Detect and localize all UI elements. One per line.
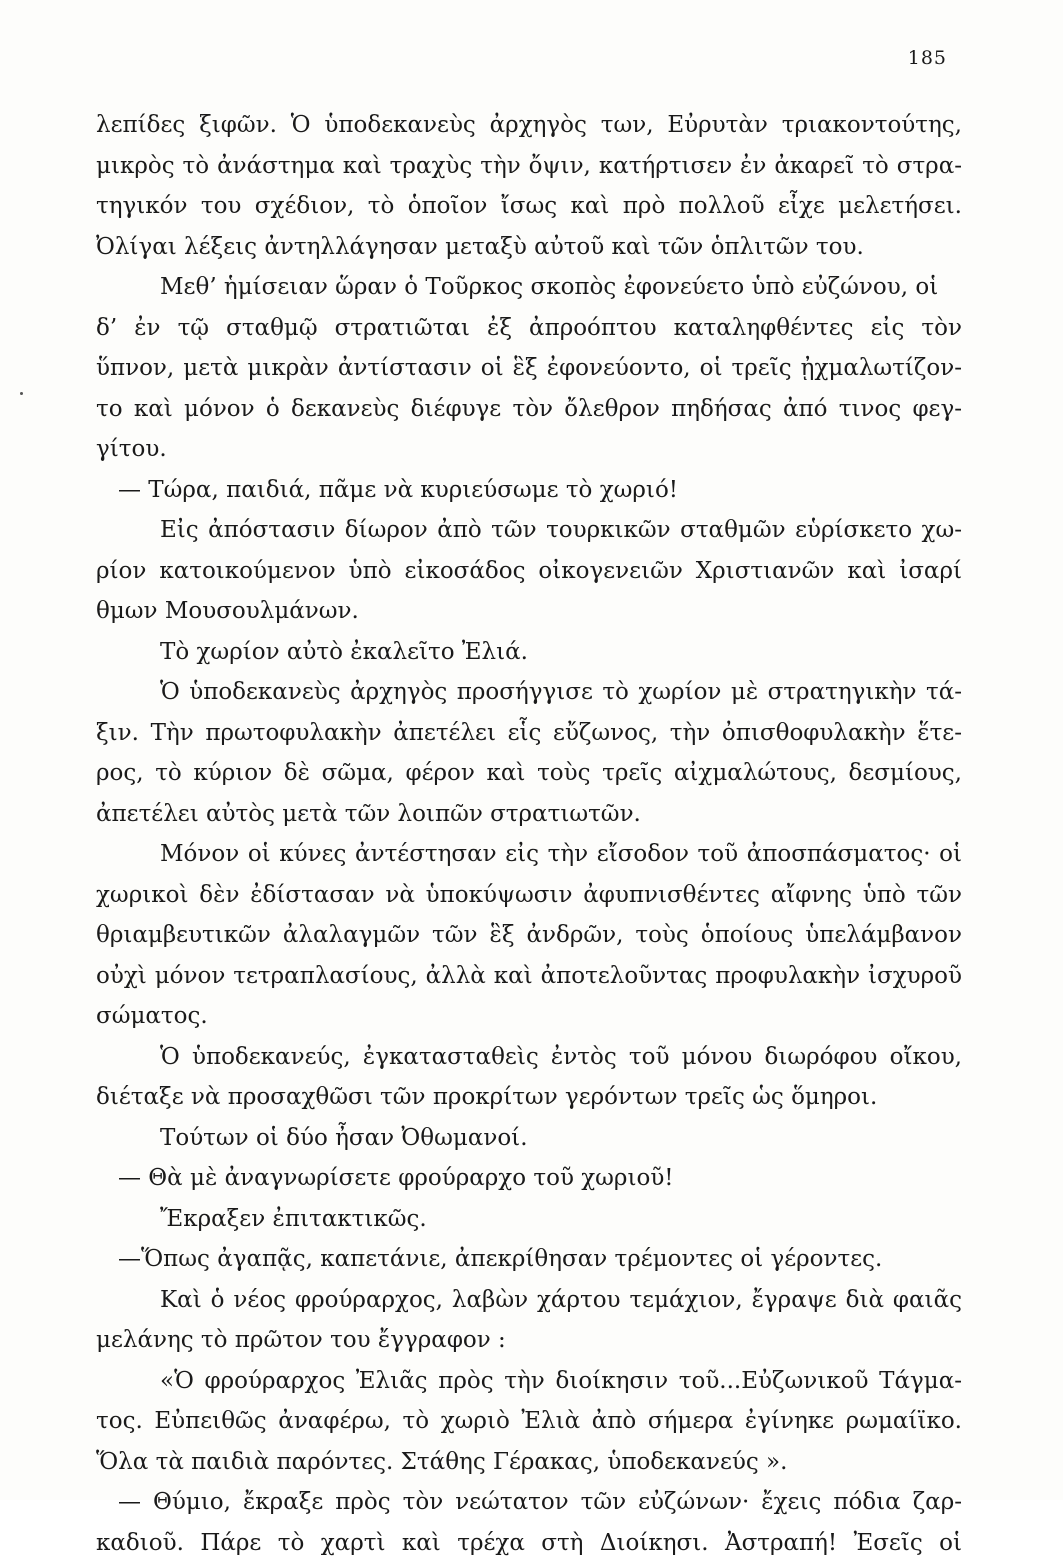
text-line: Μεθ’ ἡμίσειαν ὥραν ὁ Τοῦρκος σκοπὸς ἐφονεύετο ὑπὸ εὐζώνου, οἱ (96, 267, 962, 308)
text-line: Τὸ χωρίον αὐτὸ ἐκαλεῖτο Ἐλιά. (96, 632, 962, 673)
page-number: 185 (908, 47, 947, 69)
text-line: ξιν. Τὴν πρωτοφυλακὴν ἀπετέλει εἷς εὔζωνος, τὴν ὀπισθοφυλακὴν ἕτε- (96, 713, 962, 754)
text-line: — Θὰ μὲ ἀναγνωρίσετε φρούραρχο τοῦ χωριοῦ! (96, 1158, 962, 1199)
text-line: Ὁ ὑποδεκανεὺς ἀρχηγὸς προσήγγισε τὸ χωρίον μὲ στρατηγικὴν τά- (96, 672, 962, 713)
text-line: λεπίδες ξιφῶν. Ὁ ὑποδεκανεὺς ἀρχηγὸς των, Εὐρυτὰν τριακοντούτης, (96, 105, 962, 146)
text-line: Ὅλα τὰ παιδιὰ παρόντες. Στάθης Γέρακας, ὑποδεκανεύς ». (96, 1442, 962, 1483)
text-line: δ’ ἐν τῷ σταθμῷ στρατιῶται ἐξ ἀπροόπτου καταληφθέντες εἰς τὸν (96, 308, 962, 349)
text-line: Ἔκραξεν ἐπιτακτικῶς. (96, 1199, 962, 1240)
text-line: θριαμβευτικῶν ἀλαλαγμῶν τῶν ἓξ ἀνδρῶν, τοὺς ὁποίους ὑπελάμβανον (96, 915, 962, 956)
text-line: χωρικοὶ δὲν ἐδίστασαν νὰ ὑποκύψωσιν ἀφυπνισθέντες αἴφνης ὑπὸ τῶν (96, 875, 962, 916)
text-line: μικρὸς τὸ ἀνάστημα καὶ τραχὺς τὴν ὄψιν, κατήρτισεν ἐν ἀκαρεῖ τὸ στρα- (96, 146, 962, 187)
text-line: γίτου. (96, 429, 962, 470)
text-line: Εἰς ἀπόστασιν δίωρον ἀπὸ τῶν τουρκικῶν σταθμῶν εὑρίσκετο χω- (96, 510, 962, 551)
text-line: τηγικόν του σχέδιον, τὸ ὁποῖον ἴσως καὶ πρὸ πολλοῦ εἶχε μελετήσει. (96, 186, 962, 227)
text-body (96, 105, 962, 1563)
text-line: οὐχὶ μόνον τετραπλασίους, ἀλλὰ καὶ ἀποτελοῦντας προφυλακὴν ἰσχυροῦ (96, 956, 962, 997)
margin-mark (20, 392, 23, 395)
text-line: Καὶ ὁ νέος φρούραρχος, λαβὼν χάρτου τεμάχιον, ἔγραψε διὰ φαιᾶς (96, 1280, 962, 1321)
text-line: Τούτων οἱ δύο ἦσαν Ὀθωμανοί. (96, 1118, 962, 1159)
text-line: καδιοῦ. Πάρε τὸ χαρτὶ καὶ τρέχα στὴ Διοίκησι. Ἀστραπή! Ἐσεῖς οἱ (96, 1523, 962, 1563)
text-line: σώματος. (96, 996, 962, 1037)
text-line: Ὀλίγαι λέξεις ἀντηλλάγησαν μεταξὺ αὐτοῦ καὶ τῶν ὁπλιτῶν του. (96, 227, 962, 268)
text-line: —Ὅπως ἀγαπᾷς, καπετάνιε, ἀπεκρίθησαν τρέμοντες οἱ γέροντες. (96, 1239, 962, 1280)
text-line: μελάνης τὸ πρῶτον του ἔγγραφον : (96, 1320, 962, 1361)
text-line: ὕπνον, μετὰ μικρὰν ἀντίστασιν οἱ ἓξ ἐφονεύοντο, οἱ τρεῖς ᾐχμαλωτίζον- (96, 348, 962, 389)
text-line: Ὁ ὑποδεκανεύς, ἐγκατασταθεὶς ἐντὸς τοῦ μόνου διωρόφου οἴκου, (96, 1037, 962, 1078)
text-line: ρίον κατοικούμενον ὑπὸ εἰκοσάδος οἰκογενειῶν Χριστιανῶν καὶ ἰσαρί (96, 551, 962, 592)
text-line: διέταξε νὰ προσαχθῶσι τῶν προκρίτων γερόντων τρεῖς ὡς ὅμηροι. (96, 1077, 962, 1118)
text-line: Μόνον οἱ κύνες ἀντέστησαν εἰς τὴν εἴσοδον τοῦ ἀποσπάσματος· οἱ (96, 834, 962, 875)
text-line: «Ὁ φρούραρχος Ἐλιᾶς πρὸς τὴν διοίκησιν τοῦ...Εὐζωνικοῦ Τάγμα- (96, 1361, 962, 1402)
text-line: ἀπετέλει αὐτὸς μετὰ τῶν λοιπῶν στρατιωτῶν. (96, 794, 962, 835)
text-line: θμων Μουσουλμάνων. (96, 591, 962, 632)
text-line: το καὶ μόνον ὁ δεκανεὺς διέφυγε τὸν ὄλεθρον πηδήσας ἀπό τινος φεγ- (96, 389, 962, 430)
text-line: — Θύμιο, ἔκραξε πρὸς τὸν νεώτατον τῶν εὐζώνων· ἔχεις πόδια ζαρ- (96, 1482, 962, 1523)
text-line: — Τώρα, παιδιά, πᾶμε νὰ κυριεύσωμε τὸ χωριό! (96, 470, 962, 511)
text-line: τος. Εὐπειθῶς ἀναφέρω, τὸ χωριὸ Ἐλιὰ ἀπὸ σήμερα ἐγίνηκε ρωμαίϊκο. (96, 1401, 962, 1442)
text-line: ρος, τὸ κύριον δὲ σῶμα, φέρον καὶ τοὺς τρεῖς αἰχμαλώτους, δεσμίους, (96, 753, 962, 794)
